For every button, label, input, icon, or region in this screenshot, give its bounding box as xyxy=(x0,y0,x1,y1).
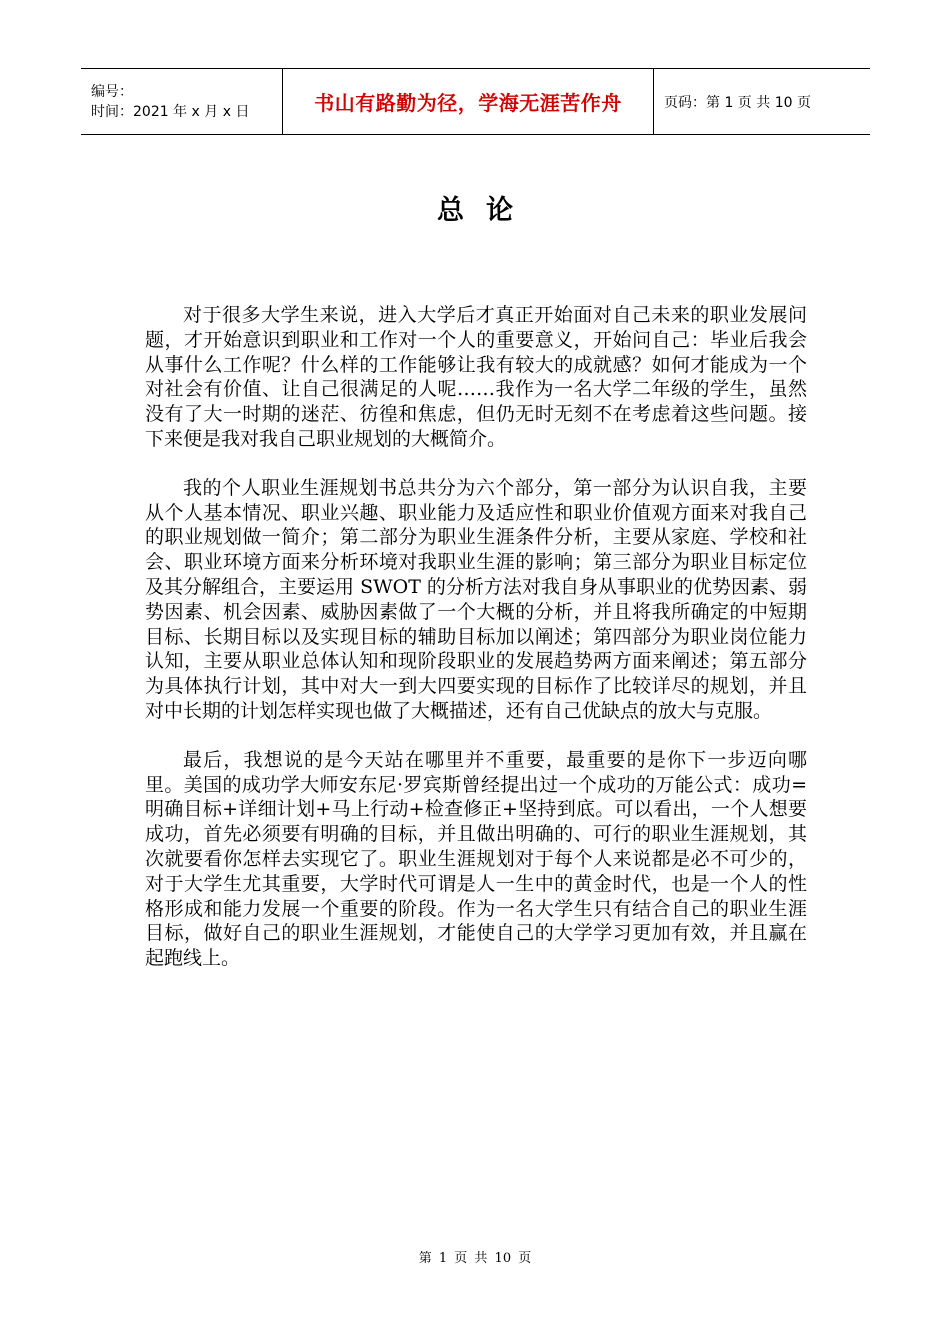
header-page-info: 页码：第 1 页 共 10 页 xyxy=(664,94,811,111)
body-paragraph-2: 我的个人职业生涯规划书总共分为六个部分，第一部分为认识自我，主要从个人基本情况、职业兴趣、职业能力及适应性和职业价值观方面来对我自己的职业规划做一简介；第二部分为职业生涯条件分析，主要从家庭、学校和社会、职业环境方面来分析环境对我职业生涯的影响；第三部分为职业目标定位及其分解组合，主要运用 SWOT 的分析方法对我自身从事职业的优势因素、弱势因素、机会因素、威胁因素做了一个大概的分析，并且将我所确定的中短期目标、长期目标以及实现目标的辅助目标加以阐述；第四部分为职业岗位能力认知，主要从职业总体认知和现阶段职业的发展趋势两方面来阐述；第五部分为具体执行计划，其中对大一到大四要实现的目标作了比较详尽的规划，并且对中长期的计划怎样实现也做了大概描述，还有自己优缺点的放大与克服。 xyxy=(145,476,807,722)
document-date-label: 时间：2021 年 x 月 x 日 xyxy=(91,103,250,120)
header-motto: 书山有路勤为径，学海无涯苦作舟 xyxy=(282,69,654,134)
body-paragraph-3: 最后，我想说的是今天站在哪里并不重要，最重要的是你下一步迈向哪里。美国的成功学大师安东尼·罗宾斯曾经提出过一个成功的万能公式：成功=明确目标+详细计划+马上行动+检查修正+坚持到底。可以看出，一个人想要成功，首先必须要有明确的目标，并且做出明确的、可行的职业生涯规划，其次就要看你怎样去实现它了。职业生涯规划对于每个人来说都是必不可少的，对于大学生尤其重要，大学时代可谓是人一生中的黄金时代，也是一个人的性格形成和能力发展一个重要的阶段。作为一名大学生只有结合自己的职业生涯目标，做好自己的职业生涯规划，才能使自己的大学学习更加有效，并且赢在起跑线上。 xyxy=(145,748,807,970)
header-meta xyxy=(81,69,282,134)
page-header xyxy=(81,68,870,135)
document-number-label: 编号： xyxy=(91,83,133,100)
page-footer: 第 1 页 共 10 页 xyxy=(418,1251,532,1266)
document-title: 总论 xyxy=(437,195,535,226)
document-body xyxy=(145,303,807,995)
body-paragraph-1: 对于很多大学生来说，进入大学后才真正开始面对自己未来的职业发展问题，才开始意识到职业和工作对一个人的重要意义，开始问自己：毕业后我会从事什么工作呢？什么样的工作能够让我有较大的成就感？如何才能成为一个对社会有价值、让自己很满足的人呢……我作为一名大学二年级的学生，虽然没有了大一时期的迷茫、彷徨和焦虑，但仍无时无刻不在考虑着这些问题。接下来便是我对我自己职业规划的大概简介。 xyxy=(145,304,807,450)
